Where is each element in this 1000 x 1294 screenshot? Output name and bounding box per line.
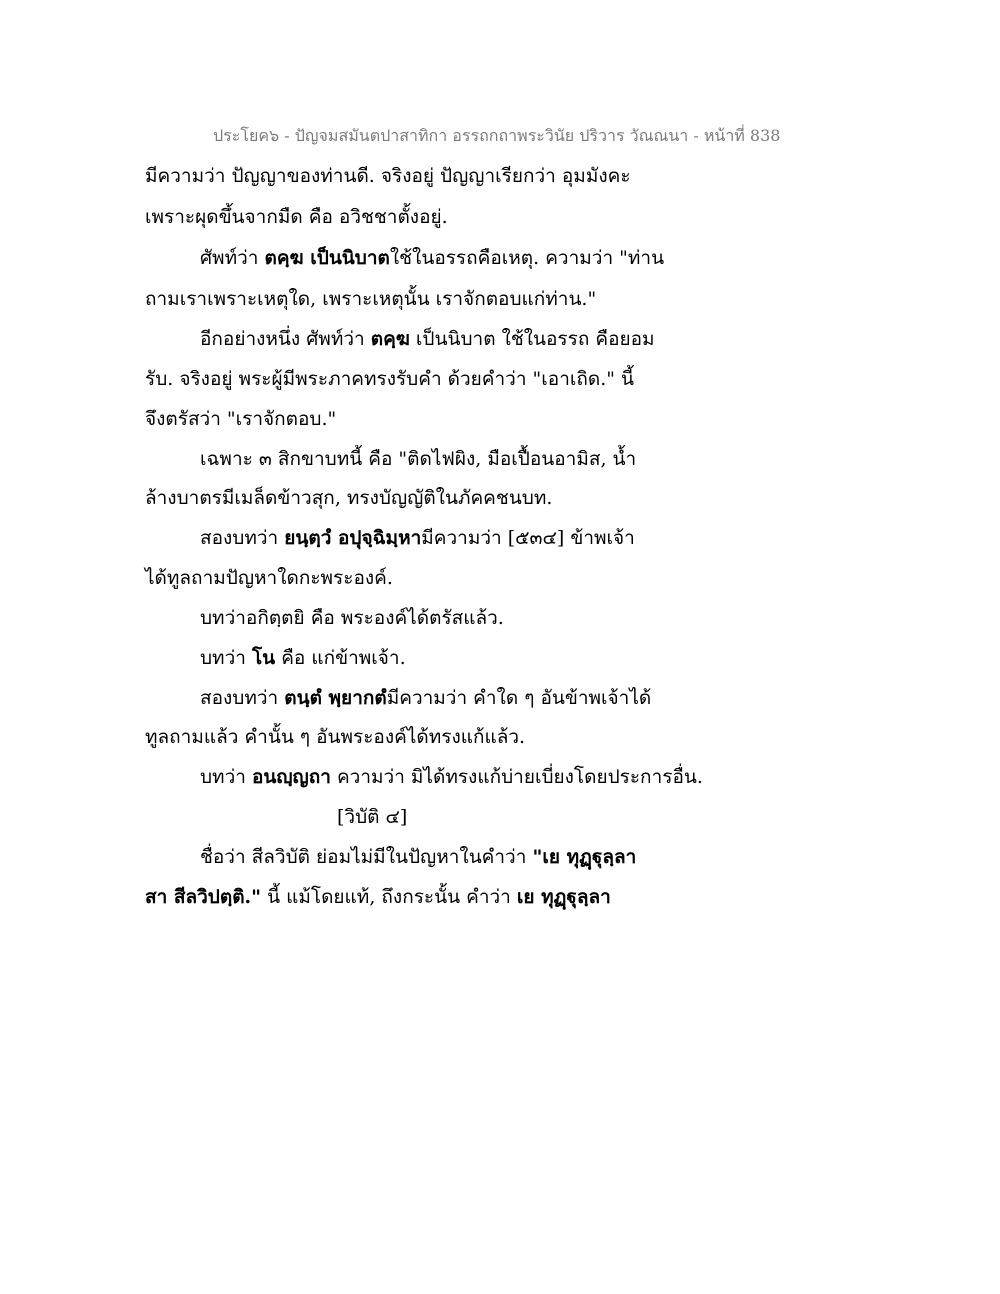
text-line: ชื่อว่า สีลวิบัติ ย่อมไม่มีในปัญหาในคำว่า "เย ทุฏฺฐุลฺลา	[200, 846, 637, 868]
text-line: ล้างบาตรมีเมล็ดข้าวสุก, ทรงบัญญัติในภัคคชนบท.	[145, 487, 553, 509]
bold-term: โน	[251, 647, 276, 669]
text-line: เฉพาะ ๓ สิกขาบทนี้ คือ "ติดไฟผิง, มือเปื้อนอามิส, น้ำ	[200, 448, 637, 470]
bold-term: สา สีลวิปตฺติ."	[145, 886, 262, 908]
text-line: เพราะผุดขึ้นจากมืด คือ อวิชชาตั้งอยู่.	[145, 206, 448, 228]
text-line: สา สีลวิปตฺติ." นี้ แม้โดยแท้, ถึงกระนั้น คำว่า เย ทุฏฺฐุลฺลา	[145, 886, 611, 908]
text-line: รับ. จริงอยู่ พระผู้มีพระภาคทรงรับคำ ด้วยคำว่า "เอาเถิด." นี้	[145, 368, 635, 390]
bold-term: ตนฺตํ พฺยากตํ	[284, 687, 387, 709]
text-line: มีความว่า ปัญญาของท่านดี. จริงอยู่ ปัญญาเรียกว่า อุมมังคะ	[145, 165, 631, 187]
text-line: ได้ทูลถามปัญหาใดกะพระองค์.	[145, 567, 393, 589]
text-line: บทว่า โน คือ แก่ข้าพเจ้า.	[200, 647, 406, 669]
text-line: สองบทว่า ตนฺตํ พฺยากตํมีความว่า คำใด ๆ อันข้าพเจ้าได้	[200, 687, 652, 709]
section-heading: [วิบัติ ๔]	[337, 806, 408, 828]
bold-term: เย ทุฏฺฐุลฺลา	[516, 886, 611, 908]
text-line: ศัพท์ว่า ตคฺฆ เป็นนิบาตใช้ในอรรถคือเหตุ. ความว่า "ท่าน	[200, 247, 665, 269]
text-line: บทว่าอกิตฺตยิ คือ พระองค์ได้ตรัสแล้ว.	[200, 607, 504, 629]
bold-term: ตคฺฆ	[370, 328, 410, 350]
text-line: จึงตรัสว่า "เราจักตอบ."	[145, 408, 337, 430]
text-line: ถามเราเพราะเหตุใด, เพราะเหตุนั้น เราจักตอบแก่ท่าน."	[145, 288, 597, 310]
bold-term: ตคฺฆ เป็นนิบาต	[264, 247, 390, 269]
bold-term: "เย ทุฏฺฐุลฺลา	[532, 846, 637, 868]
bold-term: อนญฺญถา	[251, 766, 331, 788]
text-line: ทูลถามแล้ว คำนั้น ๆ อันพระองค์ได้ทรงแก้แล้ว.	[145, 726, 526, 748]
text-line: สองบทว่า ยนฺตฺวํ อปุจฺฉิมฺหามีความว่า [๕๓๔] ข้าพเจ้า	[200, 527, 635, 549]
bold-term: ยนฺตฺวํ อปุจฺฉิมฺหา	[284, 527, 422, 549]
text-line: อีกอย่างหนึ่ง ศัพท์ว่า ตคฺฆ เป็นนิบาต ใช้ในอรรถ คือยอม	[200, 328, 655, 350]
page-header: ประโยค๖ - ปัญจมสมันตปาสาทิกา อรรถกถาพระวินัย ปริวาร วัณณนา - หน้าที่ 838	[213, 126, 781, 145]
text-line: บทว่า อนญฺญถา ความว่า มิได้ทรงแก้บ่ายเบี่ยงโดยประการอื่น.	[200, 766, 703, 788]
